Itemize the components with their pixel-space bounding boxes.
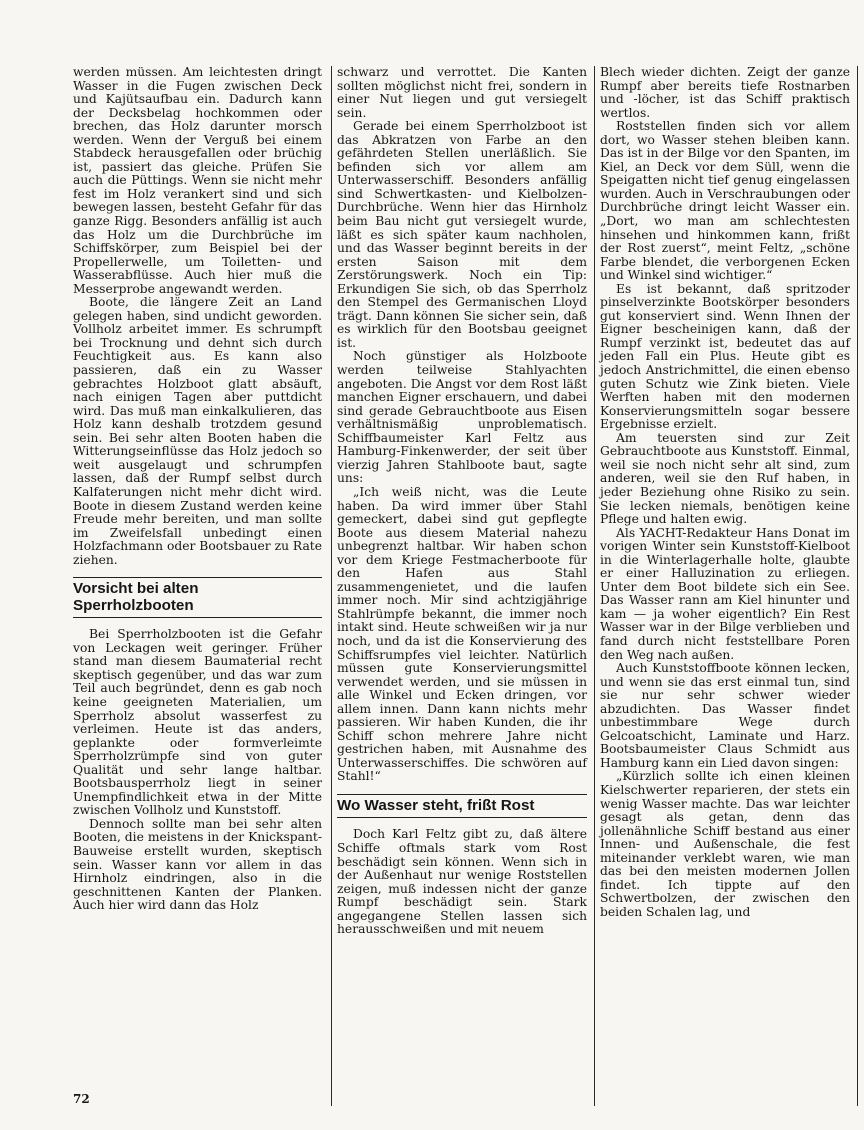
paragraph: Roststellen finden sich vor allem dort, wo Wasser stehen bleiben kann. Das ist in der Bilge vor den Spanten, im Kiel, an Deck vor dem Süll, wenn die Speigatten nicht tief genug eingelassen wurden. Auch in Verschraubungen oder Durchbrüche dringt leicht Wasser ein. „Dort, wo man am schlechtesten hinsehen und hinkommen kann, frißt der Rost zuerst“, meint Feltz, „schöne Farbe blendet, die verborgenen Ecken und Winkel sind wichtiger.“ <box>600 119 850 283</box>
quote-paragraph: „Kürzlich sollte ich einen kleinen Kielschwerter reparieren, der stets ein wenig Wasser machte. Das war leichter gesagt als getan, denn das jollenähnliche Schiff bestand aus einer Innen- und Außenschale, die fest miteinander verklebt waren, wie man das bei den meisten modernen Jollen findet. Ich tippte auf den Schwertbolzen, der zwischen den beiden Schalen lag, und <box>600 769 850 919</box>
article-column-2 <box>337 66 587 937</box>
paragraph: Dennoch sollte man bei sehr alten Booten, die meistens in der Knickspant-Bauweise erstellt wurden, skeptisch sein. Wasser kann vor allem in das Hirnholz eindringen, also in die geschnittenen Kanten der Planken. Auch hier wird dann das Holz <box>73 816 322 913</box>
paragraph: Blech wieder dichten. Zeigt der ganze Rumpf aber bereits tiefe Rostnarben und -löcher, ist das Schiff praktisch wertlos. <box>600 65 850 120</box>
article-column-1 <box>73 66 322 913</box>
paragraph: Als YACHT-Redakteur Hans Donat im vorigen Winter sein Kunststoff-Kielboot in die Winterlagerhalle holte, glaubte er einer Halluzination zu erliegen. Unter dem Boot bildete sich ein See. Das Wasser rann am Kiel hinunter und kam — ja woher eigentlich? Ein Rest Wasser war in der Bilge verblieben und fand durch nicht feststellbare Poren den Weg nach außen. <box>600 525 850 662</box>
paragraph: schwarz und verrottet. Die Kanten sollten möglichst nicht frei, sondern in einer Nut liegen und gut versiegelt sein. <box>337 65 587 120</box>
paragraph: Bei Sperrholzbooten ist die Gefahr von Leckagen weit geringer. Früher stand man diesem Baumaterial recht skeptisch gegenüber, und das war zum Teil auch begründet, denn es gab noch keine geeigneten Materialien, um Sperrholz absolut wasserfest zu verleimen. Heute ist das anders, geplankte oder formverleimte Sperrholzrümpfe sind von guter Qualität und sehr lange haltbar. Bootsbausperrholz liegt in seiner Unempfindlichkeit etwa in der Mitte zwischen Vollholz und Kunststoff. <box>73 627 322 818</box>
paragraph: Boote, die längere Zeit an Land gelegen haben, sind undicht geworden. Vollholz arbeitet immer. Es schrumpft bei Trocknung und dehnt sich durch Feuchtigkeit aus. Es kann also passieren, daß ein zu Wasser gebrachtes Holzboot glatt absäuft, nach einigen Tagen aber puttdicht wird. Das muß man einkalkulieren, das Holz kann deshalb trotzdem gesund sein. Bei sehr alten Booten haben die Witterungseinflüsse das Holz jedoch so weit ausgelaugt und schrumpfen lassen, daß der Rumpf selbst durch Kalfaterungen nicht mehr dicht wird. Boote in diesem Zustand werden keine Freude mehr bereiten, und man sollte im Zweifelsfall unbedingt einen Holzfachmann oder Bootsbauer zu Rate ziehen. <box>73 295 322 567</box>
column-divider-3 <box>857 66 858 1106</box>
paragraph: Noch günstiger als Holzboote werden teilweise Stahlyachten angeboten. Die Angst vor dem Rost läßt manchen Eigner erschauern, und dabei sind gerade Gebrauchtboote aus Eisen verhältnismäßig unproblematisch. Schiffbaumeister Karl Feltz aus Hamburg-Finkenwerder, der seit über vierzig Jahren Stahlboote baut, sagte uns: <box>337 349 587 486</box>
section-heading-rust: Wo Wasser steht, frißt Rost <box>337 794 587 819</box>
quote-paragraph: „Ich weiß nicht, was die Leute haben. Da wird immer über Stahl gemeckert, dabei sind gut gepflegte Boote aus diesem Material nahezu unbegrenzt haltbar. Wir haben schon vor dem Kriege Festmacherboote für den Hafen aus Stahl zusammengenietet, und die laufen immer noch. Mir sind achtzigjährige Stahlrümpfe bekannt, die immer noch intakt sind. Heute schweißen wir ja nur noch, und da ist die Konservierung des Schiffsrumpfes viel leichter. Natürlich müssen gute Konservierungsmittel verwendet werden, und sie müssen in alle Winkel und Ecken dringen, vor allem innen. Dann kann nichts mehr passieren. Wir haben Kunden, die ihr Schiff schon mehrere Jahre nicht gestrichen haben, mit Ausnahme des Unterwasserschiffes. Die schwören auf Stahl!“ <box>337 484 587 784</box>
paragraph: werden müssen. Am leichtesten dringt Wasser in die Fugen zwischen Deck und Kajütsaufbau ein. Dadurch kann der Decksbelag hochkommen oder brechen, das Holz darunter morsch werden. Wenn der Verguß bei einem Stabdeck herausgefallen oder brüchig ist, passiert das gleiche. Prüfen Sie auch die Püttings. Wenn sie nicht mehr fest im Holz verankert sind und sich bewegen lassen, besteht Gefahr für das ganze Rigg. Besonders anfällig ist auch das Holz um die Durchbrüche im Schiffskörper, zum Beispiel bei der Propellerwelle, um Toiletten- und Wasserabflüsse. Auch hier muß die Messerprobe angewandt werden. <box>73 65 322 296</box>
paragraph: Gerade bei einem Sperrholzboot ist das Abkratzen von Farbe an den gefährdeten Stellen unerläßlich. Sie befinden sich vor allem am Unterwasserschiff. Besonders anfällig sind Schwertkasten- und Kielbolzen-Durchbrüche. Wenn hier das Hirnholz beim Bau nicht gut versiegelt wurde, läßt es sich später kaum nachholen, und das Wasser beginnt bereits in der ersten Saison mit dem Zerstörungswerk. Noch ein Tip: Erkundigen Sie sich, ob das Sperrholz den Stempel des Germanischen Lloyd trägt. Dann können Sie sicher sein, daß es wirklich für den Bootsbau geeignet ist. <box>337 119 587 350</box>
column-divider-2 <box>594 66 595 1106</box>
page-number: 72 <box>73 1092 90 1106</box>
paragraph: Doch Karl Feltz gibt zu, daß ältere Schiffe oftmals stark vom Rost beschädigt sein können. Wenn sich in der Außenhaut nur wenige Roststellen zeigen, muß indessen nicht der ganze Rumpf beschädigt sein. Stark angegangene Stellen lassen sich herausschweißen und mit neuem <box>337 827 587 937</box>
column-divider-1 <box>331 66 332 1106</box>
article-column-3 <box>600 66 850 919</box>
paragraph: Auch Kunststoffboote können lecken, und wenn sie das erst einmal tun, sind sie nur sehr schwer wieder abzudichten. Das Wasser findet unbestimmbare Wege durch Gelcoatschicht, Laminate und Harz. Bootsbaumeister Claus Schmidt aus Hamburg kann ein Lied davon singen: <box>600 661 850 770</box>
section-heading-plywood: Vorsicht bei alten Sperrholzbooten <box>73 577 322 618</box>
paragraph: Es ist bekannt, daß spritzoder pinselverzinkte Bootskörper besonders gut konserviert sind. Wenn Ihnen der Eigner bescheinigen kann, daß der Rumpf verzinkt ist, bedeutet das auf jeden Fall ein Plus. Heute gibt es jedoch Anstrichmittel, die einen ebenso guten Schutz wie Zink bieten. Viele Werften haben mit den modernen Konservierungsmitteln sogar bessere Ergebnisse erzielt. <box>600 281 850 432</box>
paragraph: Am teuersten sind zur Zeit Gebrauchtboote aus Kunststoff. Einmal, weil sie noch nicht sehr alt sind, zum anderen, weil sie den Ruf haben, in jeder Beziehung ohne Risiko zu sein. Sie lecken niemals, benötigen keine Pflege und halten ewig. <box>600 430 850 527</box>
